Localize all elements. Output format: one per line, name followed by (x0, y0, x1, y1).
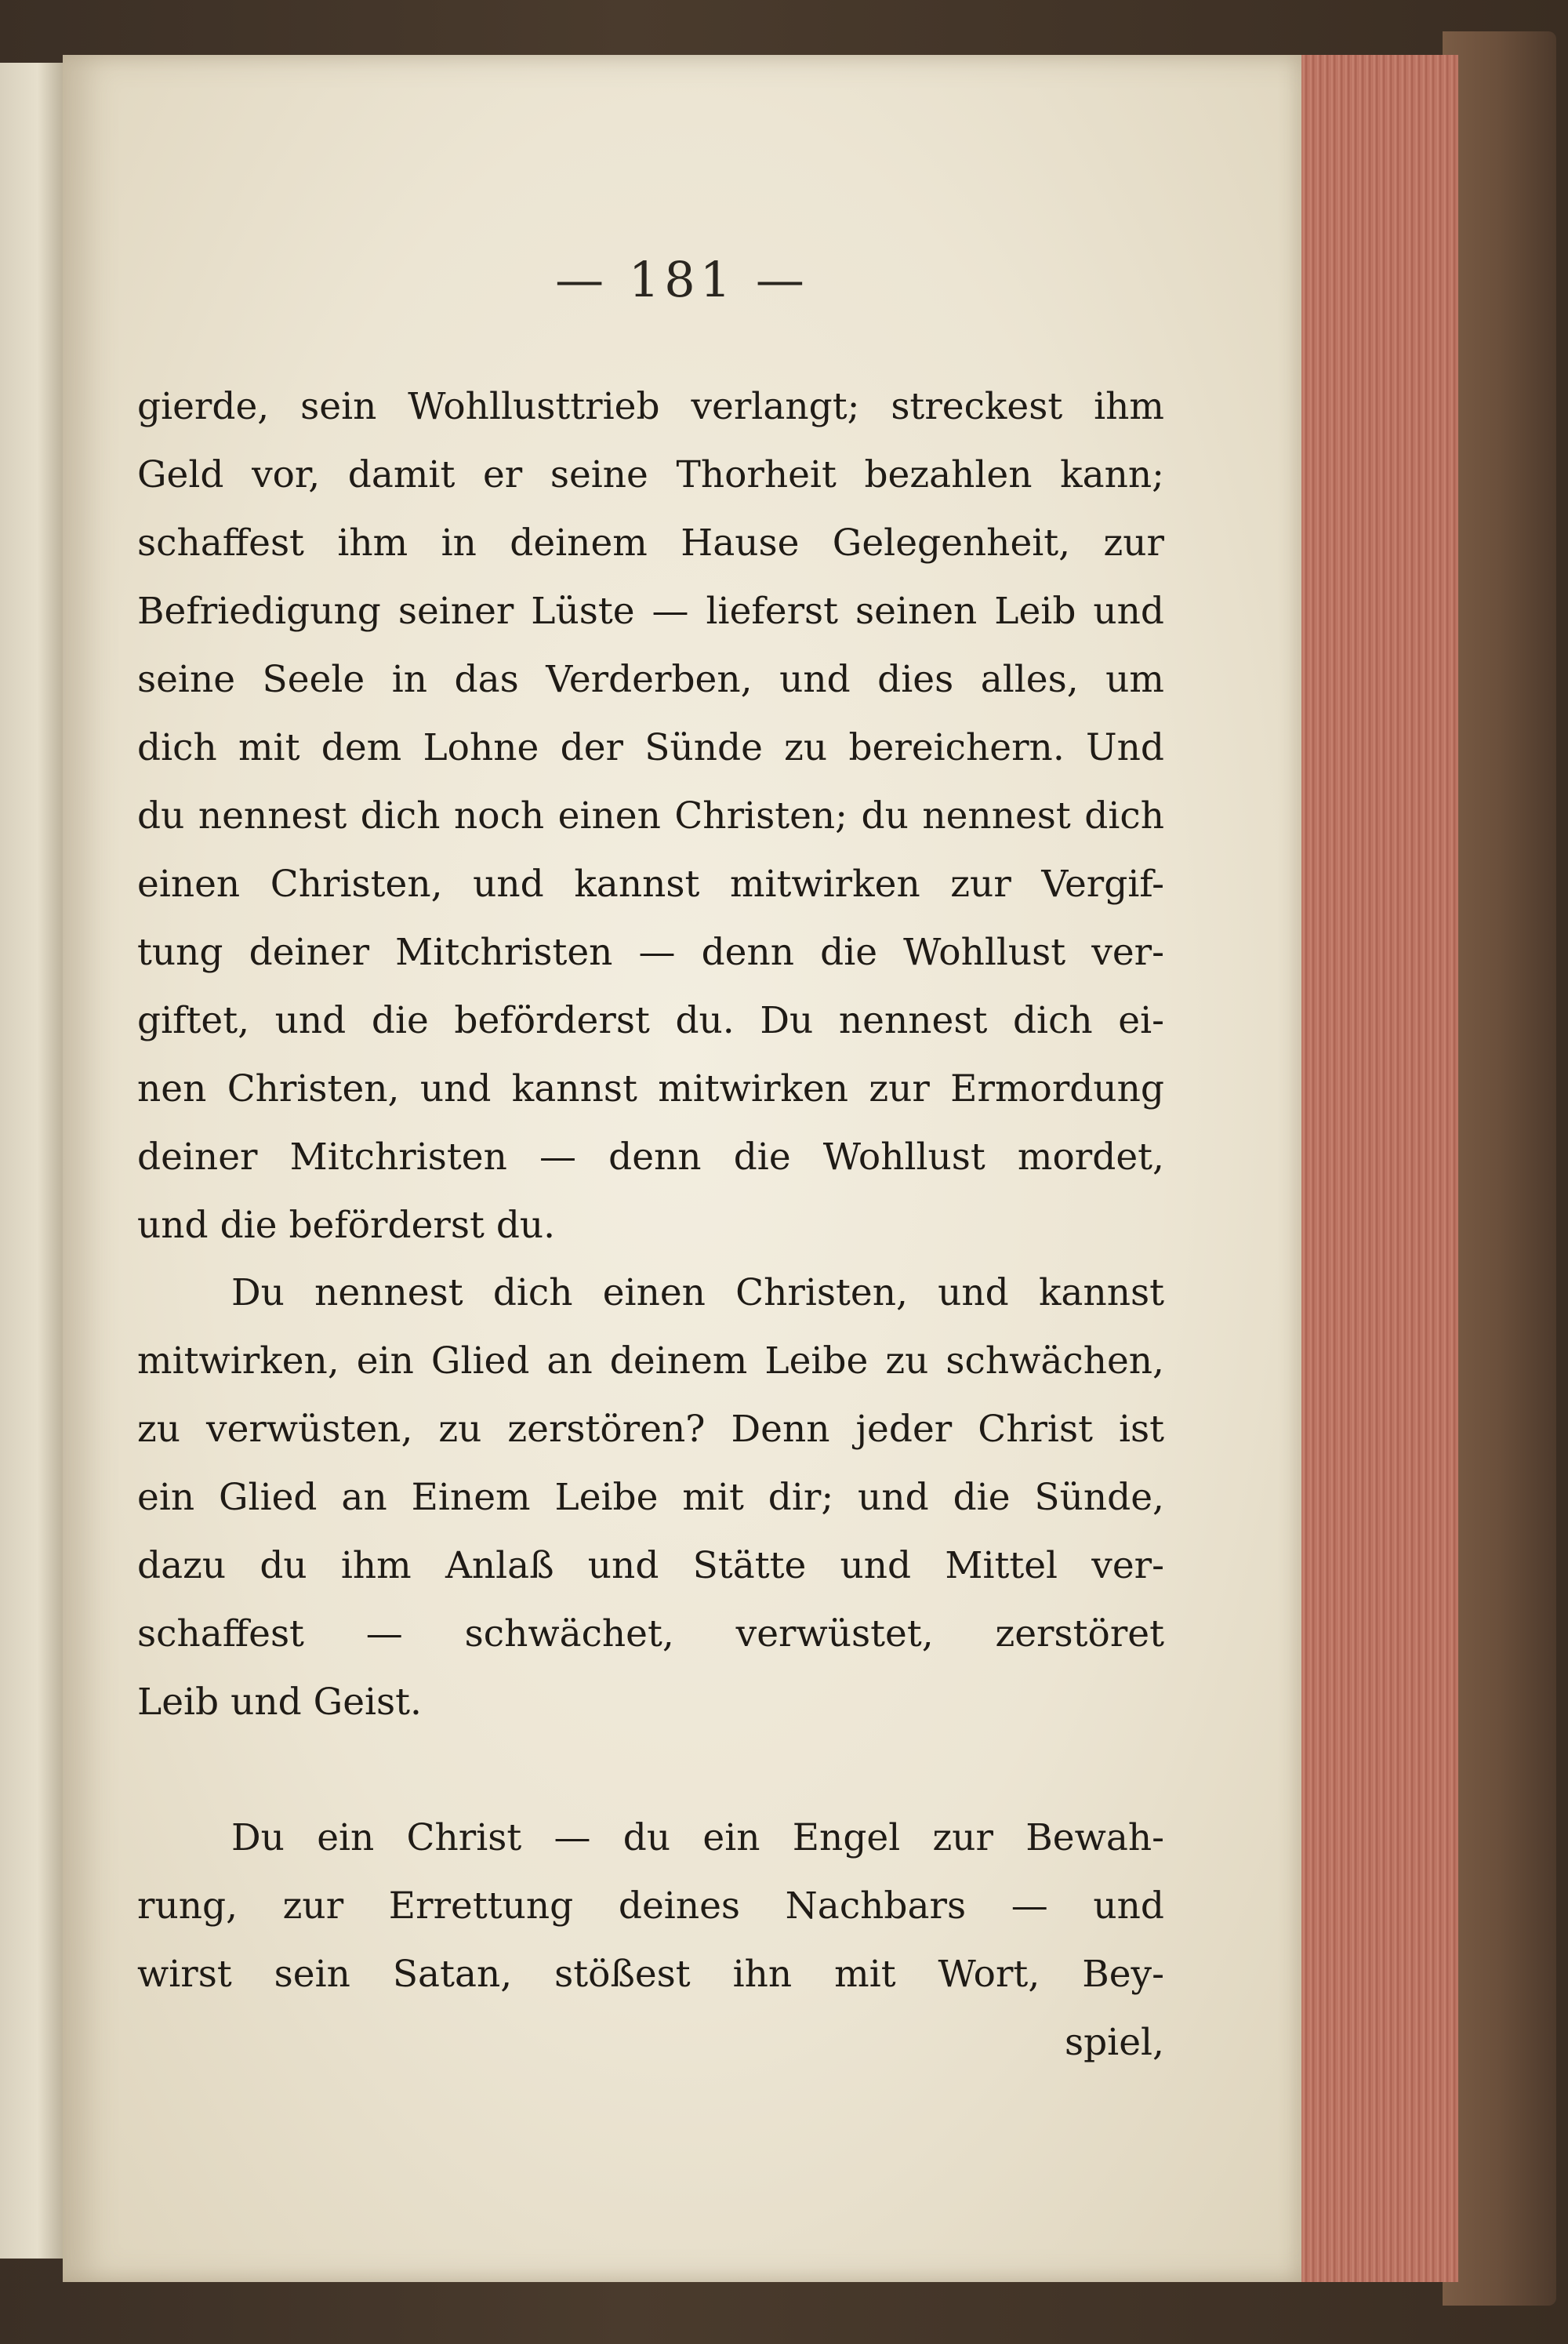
text-line: zu verwüsten, zu zerstören? Denn jeder Christ ist (137, 1408, 1164, 1451)
text-line: ein Glied an Einem Leibe mit dir; und die Sünde, (137, 1476, 1164, 1519)
book-page (63, 55, 1301, 2282)
text-line: nen Christen, und kannst mitwirken zur Ermordung (137, 1067, 1164, 1110)
paragraph-3 (137, 1804, 1164, 2077)
text-line: gierde, sein Wohllusttrieb verlangt; streckest ihm (137, 385, 1164, 428)
text-line: Du nennest dich einen Christen, und kannst (231, 1271, 1164, 1314)
text-line: Leib und Geist. (137, 1681, 422, 1724)
facing-page-edge (0, 63, 63, 2259)
text-line: schaffest ihm in deinem Hause Gelegenheit, zur (137, 521, 1164, 565)
catchword: spiel, (1064, 2021, 1164, 2064)
text-line: tung deiner Mitchristen — denn die Wohllust ver- (137, 931, 1164, 974)
paragraph-2 (137, 1259, 1164, 1736)
text-line: wirst sein Satan, stößest ihn mit Wort, Bey- (137, 1953, 1164, 1996)
page-edges (1301, 55, 1458, 2282)
text-line: schaffest — schwächet, verwüstet, zerstöret (137, 1612, 1164, 1655)
text-line: dazu du ihm Anlaß und Stätte und Mittel ver- (137, 1544, 1164, 1587)
text-line: giftet, und die beförderst du. Du nennest dich ei- (137, 999, 1164, 1042)
book-cover (1443, 31, 1556, 2306)
text-line: einen Christen, und kannst mitwirken zur Vergif- (137, 863, 1164, 906)
text-line: und die beförderst du. (137, 1204, 556, 1247)
text-line: mitwirken, ein Glied an deinem Leibe zu schwächen, (137, 1339, 1164, 1383)
text-line: Befriedigung seiner Lüste — lieferst seinen Leib und (137, 590, 1164, 633)
text-line: du nennest dich noch einen Christen; du nennest dich (137, 794, 1164, 838)
text-line: Du ein Christ — du ein Engel zur Bewah- (231, 1816, 1164, 1859)
text-line: seine Seele in das Verderben, und dies alles, um (137, 658, 1164, 701)
page-number: — 181 — (555, 251, 809, 308)
text-line: dich mit dem Lohne der Sünde zu bereichern. Und (137, 726, 1164, 769)
text-line: deiner Mitchristen — denn die Wohllust mordet, (137, 1136, 1164, 1179)
paragraph-1 (137, 372, 1164, 1259)
text-line: Geld vor, damit er seine Thorheit bezahlen kann; (137, 453, 1164, 496)
text-line: rung, zur Errettung deines Nachbars — und (137, 1884, 1164, 1928)
